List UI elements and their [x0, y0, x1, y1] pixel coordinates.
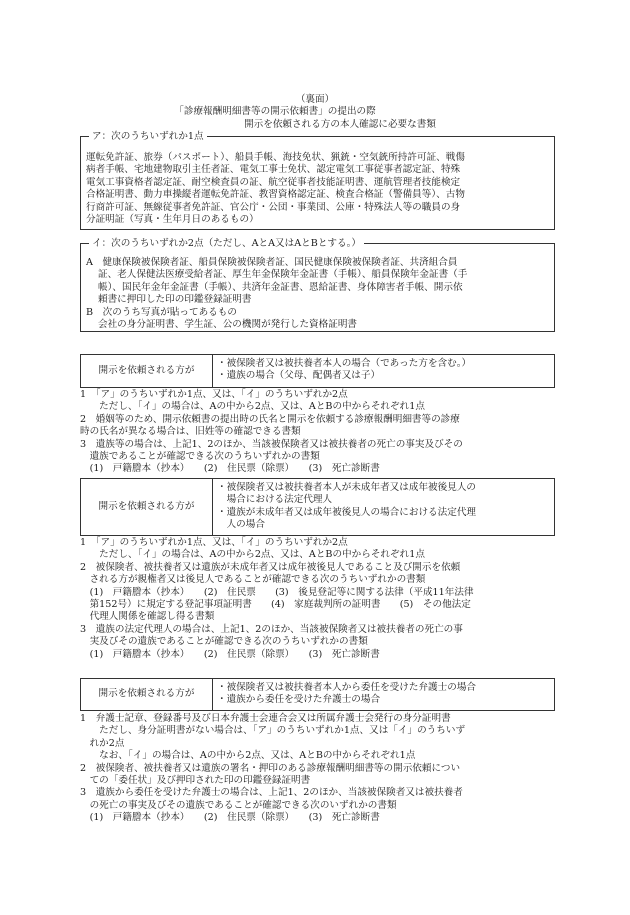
section-2-line: (1) 戸籍謄本（抄本） (2) 住民票（除票） (3) 死亡診断書 [80, 648, 380, 660]
section-3-line: (1) 戸籍謄本（抄本） (2) 住民票（除票） (3) 死亡診断書 [80, 812, 380, 824]
box-i [80, 238, 555, 332]
section-3-line: 3 遺族から委任を受けた弁護士の場合は、上記1、2のほか、当該被保険者又は被扶養者 [80, 787, 463, 799]
box-a-line: 病者手帳、宅地建物取引主任者証、電気工事士免状、認定電気工事従事者認定証、特殊 [86, 164, 461, 176]
section-2-value: 場合における法定代理人 [217, 494, 333, 506]
section-2-line: 実及びその遺族であることが確認できる次のうちいずれかの書類 [80, 636, 368, 648]
section-1-line: (1) 戸籍謄本（抄本） (2) 住民票（除票） (3) 死亡診断書 [80, 463, 380, 475]
section-2-line: ただし、「イ」の場合は、Aの中から2点、又は、AとBの中からそれぞれ1点 [80, 549, 425, 561]
section-2-line: (1) 戸籍謄本（抄本） (2) 住民票 (3) 後見登記等に関する法律（平成11年法律 [80, 586, 474, 598]
section-1-value: ・被保険者又は被扶養者本人の場合（であった方を含む。） [217, 358, 472, 369]
box-a-line: 合格証明書、動力車操縦者運転免許証、教習資格認定証、検査合格証（警備員等）、古物 [86, 189, 465, 201]
section-2-line: 第152号）に規定する登記事項証明書 (4) 家庭裁判所の証明書 (5) その他法定 [80, 598, 471, 610]
section-3-line: ての「委任状」及び押印された印の印鑑登録証明書 [80, 774, 311, 786]
section-3-line: ただし、身分証明書がない場合は、「ア」のうちいずれか1点、又は「イ」のうちいず [80, 725, 466, 737]
section-2-line: される方が親権者又は後見人であることが確認できる次のうちいずれかの書類 [80, 574, 426, 586]
section-2-label: 開示を依頼される方が [81, 479, 213, 535]
section-1-label: 開示を依頼される方が [81, 355, 213, 387]
section-2-line: 1 「ア」のうちいずれか1点、又は、「イ」のうちいずれか2点 [80, 537, 348, 548]
box-a-title: ア：次のうちいずれか1点 [89, 130, 207, 143]
section-3-line: の死亡の事実及びその遺族であることが確認できる次のいずれかの書類 [80, 799, 397, 811]
box-i-a-line: 頼書に押印した印の印鑑登録証明書 [98, 294, 252, 306]
section-3-label: 開示を依頼される方が [81, 679, 213, 710]
section-2-line: 2 被保険者、被扶養者又は遺族が未成年者又は成年被後見人であること及び開示を依頼 [80, 561, 461, 573]
section-1-value: ・遺族の場合（父母、配偶者又は子） [217, 370, 381, 382]
box-i-title: イ：次のうちいずれか2点（ただし、AとA又はAとBとする。） [89, 237, 364, 250]
section-1-line: 2 婚姻等のため、開示依頼書の提出時の氏名と開示を依頼する診療報酬明細書等の診療 [80, 413, 460, 425]
section-3-line: れか2点 [80, 737, 125, 749]
section-3-body [80, 713, 560, 825]
section-1-line: ただし、「イ」の場合は、Aの中から2点、又は、AとBの中からそれぞれ1点 [80, 401, 425, 413]
box-a-line: 電気工事資格者認定証、耐空検査員の証、航空従事者技能証明書、運航管理者技能検定 [86, 176, 461, 188]
box-a-line: 行商許可証、無線従事者免許証、官公庁・公団・事業団、公庫・特殊法人等の職員の身 [86, 201, 461, 213]
section-2-line: 代理人関係を確認し得る書類 [80, 611, 215, 623]
box-i-b-line: B 次のうち写真が貼ってあるもの [86, 306, 237, 318]
box-i-a-line: A 健康保険被保険者証、船員保険被保険者証、国民健康保険被保険者証、共済組合員 [86, 257, 458, 268]
section-2-body [80, 537, 560, 661]
section-3-line: 2 被保険者、被扶養者又は遺族の署名・押印のある診療報酬明細書等の開示依頼につい [80, 762, 461, 774]
section-3-value: ・遺族から委任を受けた弁護士の場合 [217, 694, 381, 706]
section-3-line: 1 弁護士記章、登録番号及び日本弁護士会連合会又は所属弁護士会発行の身分証明書 [80, 713, 451, 724]
section-2-value: ・被保険者又は被扶養者本人が未成年者又は成年被後見人の [217, 482, 477, 493]
section-3-value: ・被保険者又は被扶養者本人から委任を受けた弁護士の場合 [217, 682, 477, 693]
section-2-line: 3 遺族の法定代理人の場合は、上記1、2のほか、当該被保険者又は被扶養者の死亡の事 [80, 623, 463, 635]
box-a-line: 分証明証（写真・生年月日のあるもの） [86, 213, 259, 225]
page-side-title: （裏面） [295, 94, 335, 105]
document-subtitle: 「診療報酬明細書等の開示依頼書」の提出の際 [174, 106, 376, 117]
box-i-b-line: 会社の身分証明書、学生証、公の機関が発行した資格証明書 [98, 318, 358, 330]
section-2-value: 人の場合 [217, 519, 265, 531]
document-heading: 開示を依頼される方の本人確認に必要な書類 [244, 119, 436, 130]
section-1-line: 遺族であることが確認できる次のうちいずれかの書類 [80, 450, 320, 462]
box-i-a-line: 証、老人保健法医療受給者証、厚生年金保険年金証書（手帳）、船員保険年金証書（手 [98, 269, 468, 281]
section-1-line: 1 「ア」のうちいずれか1点、又は、「イ」のうちいずれか2点 [80, 389, 348, 400]
box-a [80, 131, 555, 230]
section-1-line: 時の氏名が異なる場合は、旧姓等の確認できる書類 [80, 426, 301, 438]
section-2-value: ・遺族が未成年者又は成年被後見人の場合における法定代理 [217, 506, 477, 518]
section-1-line: 3 遺族等の場合は、上記1、2のほか、当該被保険者又は被扶養者の死亡の事実及びその [80, 438, 463, 450]
section-3-table [80, 678, 555, 711]
box-i-a-line: 帳）、国民年金年金証書（手帳）、共済年金証書、恩給証書、身体障害者手帳、開示依 [98, 281, 463, 293]
section-1-body [80, 389, 560, 476]
section-2-table [80, 478, 555, 536]
box-a-line: 運転免許証、旅券（パスポート）、船員手帳、海技免状、猟銃・空気銃所持許可証、戦傷 [86, 152, 465, 163]
section-1-table [80, 354, 555, 388]
section-3-line: なお、「イ」の場合は、Aの中から2点、又は、AとBの中からそれぞれ1点 [80, 750, 416, 762]
